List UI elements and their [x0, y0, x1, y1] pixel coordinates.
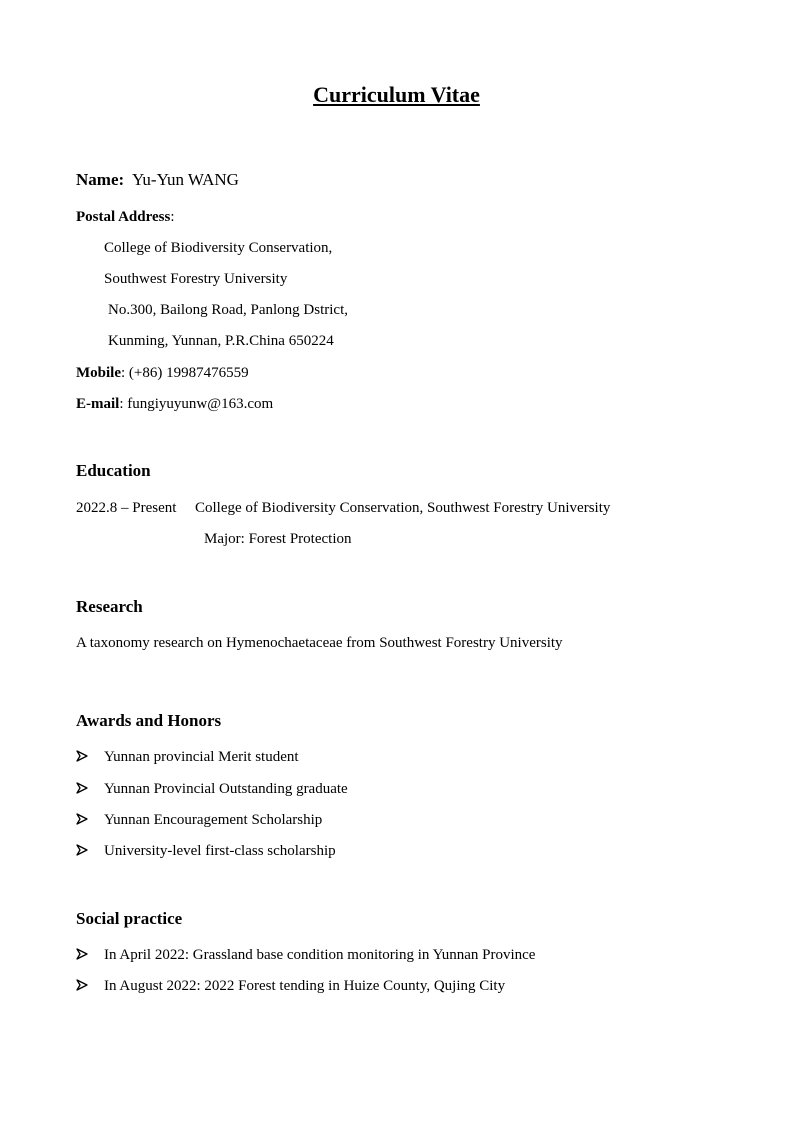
- social-practice-heading: Social practice: [76, 909, 183, 928]
- arrowhead-bullet-icon: [76, 948, 88, 960]
- education-heading: Education: [76, 461, 151, 480]
- awards-heading: Awards and Honors: [76, 711, 222, 730]
- research-text: A taxonomy research on Hymenochaetaceae from Southwest Forestry University: [76, 635, 563, 651]
- list-item: [76, 945, 536, 965]
- social-practice-item: In April 2022: Grassland base condition monitoring in Yunnan Province: [104, 947, 536, 963]
- award-item: University-level first-class scholarship: [104, 843, 336, 859]
- address-line: College of Biodiversity Conservation,: [104, 240, 333, 256]
- arrowhead-bullet-icon: [76, 979, 88, 991]
- mobile-label: Mobile: [76, 365, 121, 381]
- award-item: Yunnan Encouragement Scholarship: [104, 812, 323, 828]
- list-item: [76, 747, 299, 767]
- email-label: E-mail: [76, 396, 120, 412]
- education-institution: College of Biodiversity Conservation, Southwest Forestry University: [195, 500, 611, 516]
- name-label: Name: [76, 170, 119, 189]
- research-heading: Research: [76, 597, 143, 616]
- award-item: Yunnan provincial Merit student: [104, 749, 299, 765]
- award-item: Yunnan Provincial Outstanding graduate: [104, 781, 348, 797]
- address-line: Southwest Forestry University: [104, 271, 288, 287]
- name-value: Yu-Yun WANG: [132, 170, 239, 189]
- mobile-row: Mobile: (+86) 19987476559: [76, 365, 249, 381]
- arrowhead-bullet-icon: [76, 844, 88, 856]
- list-item: [76, 810, 323, 830]
- postal-address-label: Postal Address: [76, 209, 171, 225]
- email-value: fungiyuyunw@163.com: [127, 396, 274, 412]
- arrowhead-bullet-icon: [76, 813, 88, 825]
- list-item: [76, 976, 506, 996]
- mobile-value: (+86) 19987476559: [128, 365, 249, 381]
- education-period: 2022.8 – Present: [76, 500, 177, 516]
- arrowhead-bullet-icon: [76, 782, 88, 794]
- social-practice-item: In August 2022: 2022 Forest tending in Huize County, Qujing City: [104, 978, 506, 994]
- address-line: Kunming, Yunnan, P.R.China 650224: [108, 333, 334, 349]
- list-item: [76, 779, 348, 799]
- name-row: Name: Yu-Yun WANG: [76, 170, 239, 189]
- page-title: Curriculum Vitae: [313, 82, 480, 107]
- list-item: [76, 841, 336, 861]
- address-line: No.300, Bailong Road, Panlong Dstrict,: [108, 302, 348, 318]
- postal-address-row: Postal Address:: [76, 209, 175, 225]
- arrowhead-bullet-icon: [76, 750, 88, 762]
- email-row: E-mail: fungiyuyunw@163.com: [76, 396, 274, 412]
- education-major: Major: Forest Protection: [204, 531, 352, 547]
